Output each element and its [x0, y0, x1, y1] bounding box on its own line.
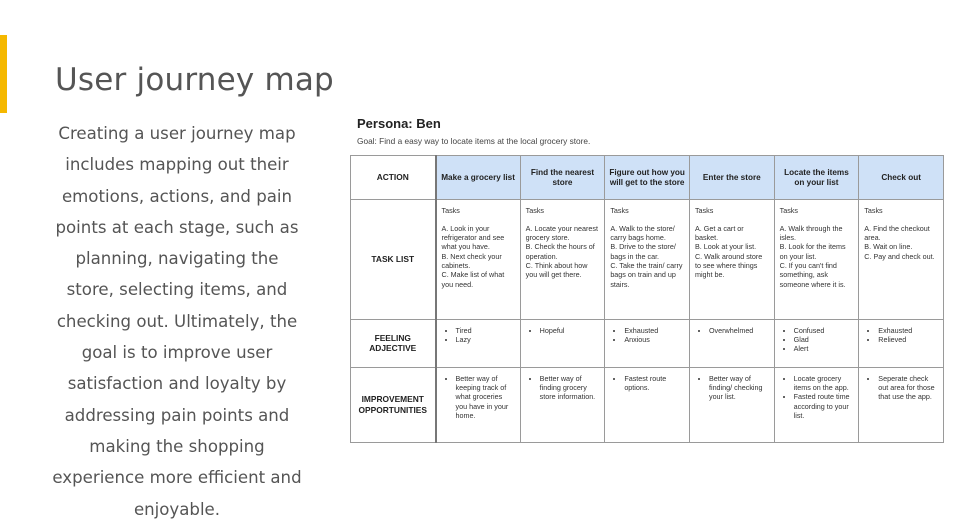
tasks-label: Tasks [864, 206, 883, 216]
improvement-cell [436, 367, 521, 442]
feeling-cell [605, 319, 690, 367]
task-item: A. Walk to the store/ carry bags home. [610, 223, 675, 242]
task-cell [689, 200, 774, 319]
tasks-label: Tasks [694, 206, 714, 216]
feeling-cell [859, 319, 944, 367]
task-item: A. Walk through the isles. [779, 223, 843, 242]
persona-name: Persona: Ben [357, 116, 441, 131]
feeling-item: • Exhausted [624, 326, 684, 335]
task-item: C. Take the train/ carry bags on train and up stairs. [610, 260, 683, 289]
row-label-action: ACTION [351, 156, 436, 200]
improvement-item: • Fasted route time according to your list. [794, 392, 854, 420]
improvement-row [351, 367, 944, 442]
task-item: C. Think about how you will get there. [525, 260, 588, 280]
task-item: C. If you can't find something, ask someone where it is. [779, 260, 846, 289]
feeling-cell [436, 319, 521, 367]
task-item: C. Make list of what you need. [441, 270, 505, 289]
task-item: A. Find the checkout area. [864, 223, 930, 242]
accent-bar [0, 35, 7, 113]
feeling-item: • Tired [456, 326, 515, 335]
task-item: C. Walk around store to see where things might be. [694, 251, 763, 280]
task-item: A. Look in your refrigerator and see what you have. [441, 223, 505, 252]
task-item: B. Look at your list. [694, 242, 757, 252]
improvement-item: • Fastest route options. [624, 374, 684, 393]
task-item: C. Pay and check out. [864, 251, 935, 261]
task-item: A. Locate your nearest grocery store. [525, 223, 598, 242]
tasks-label: Tasks [779, 206, 798, 216]
stage-header: Check out [859, 156, 944, 200]
task-cell [520, 200, 605, 319]
task-cell [774, 200, 859, 319]
feeling-item: • Hopeful [540, 326, 600, 335]
journey-map-table [350, 155, 944, 443]
feeling-item: • Overwhelmed [709, 326, 769, 335]
task-list-row [351, 200, 944, 319]
improvement-cell [520, 367, 605, 442]
row-label-feeling: FEELING ADJECTIVE [351, 319, 436, 367]
feeling-item: • Confused [794, 326, 854, 335]
feeling-item: • Glad [794, 335, 854, 344]
improvement-cell [859, 367, 944, 442]
stage-header: Make a grocery list [436, 156, 521, 200]
feeling-cell [689, 319, 774, 367]
feeling-cell [520, 319, 605, 367]
row-label-task-list: TASK LIST [351, 200, 436, 319]
task-cell [436, 200, 521, 319]
improvement-item: • Better way of keeping track of what groceries you have in your home. [456, 374, 515, 421]
persona-goal: Goal: Find a easy way to locate items at the local grocery store. [357, 136, 591, 146]
task-item: B. Look for the items on your list. [779, 242, 846, 261]
slide-description: Creating a user journey map includes mapping out their emotions, actions, and pain points at each stage, such as planning, navigating the store, selecting items, and checking out. Ultimately, the goal is to improve user satisfaction and loyalty by addressing pain points and making the shopping experience more efficient and enjoyable. [52, 124, 302, 519]
feeling-item: • Relieved [878, 335, 938, 344]
improvement-cell [605, 367, 690, 442]
row-label-improvement: IMPROVEMENT OPPORTUNITIES [351, 367, 436, 442]
task-cell [605, 200, 690, 319]
tasks-label: Tasks [525, 206, 545, 216]
task-item: A. Get a cart or basket. [694, 223, 744, 242]
task-cell [859, 200, 944, 319]
stage-header: Enter the store [689, 156, 774, 200]
slide-title: User journey map [55, 62, 334, 98]
improvement-item: • Locate grocery items on the app. [794, 374, 854, 393]
improvement-item: • Seperate check out area for those that use the app. [878, 374, 938, 402]
improvement-cell [689, 367, 774, 442]
feeling-row [351, 319, 944, 367]
stage-header: Figure out how you will get to the store [605, 156, 690, 200]
feeling-item: • Alert [794, 344, 854, 353]
tasks-label: Tasks [610, 206, 629, 216]
improvement-item: • Better way of finding/ checking your list. [709, 374, 769, 402]
tasks-label: Tasks [441, 206, 460, 216]
stage-header: Find the nearest store [520, 156, 605, 200]
stage-header: Locate the items on your list [774, 156, 859, 200]
improvement-cell [774, 367, 859, 442]
task-item: B. Check the hours of operation. [525, 242, 595, 261]
feeling-cell [774, 319, 859, 367]
task-item: B. Wait on line. [864, 242, 913, 252]
feeling-item: • Lazy [456, 335, 515, 344]
action-row [351, 156, 944, 200]
feeling-item: • Anxious [624, 335, 684, 344]
task-item: B. Next check your cabinets. [441, 251, 502, 270]
improvement-item: • Better way of finding grocery store information. [540, 374, 600, 402]
task-item: B. Drive to the store/ bags in the car. [610, 242, 676, 261]
feeling-item: • Exhausted [878, 326, 938, 335]
